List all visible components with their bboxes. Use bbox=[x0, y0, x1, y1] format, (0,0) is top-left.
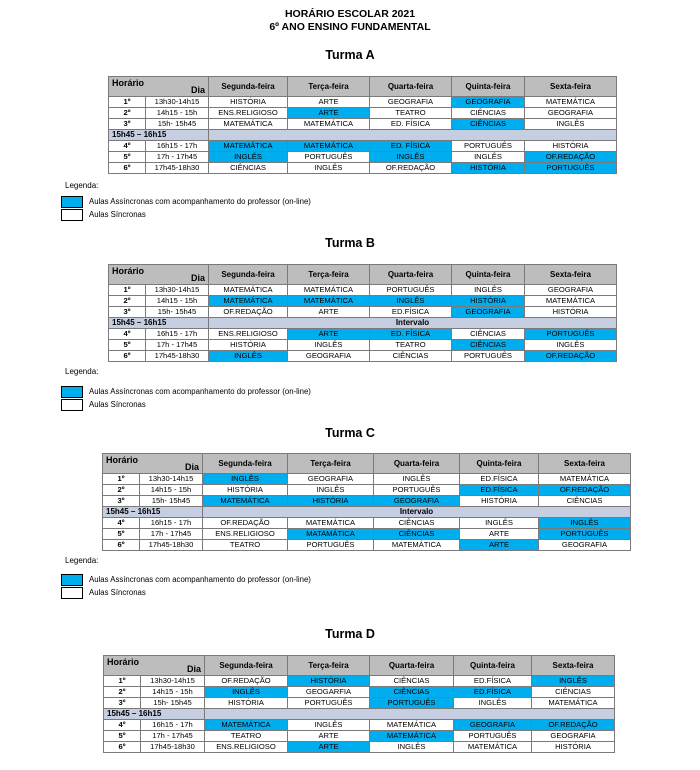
sync-class-cell: PORTUGUÊS bbox=[452, 141, 525, 152]
sync-legend-text: Aulas Síncronas bbox=[89, 400, 146, 409]
period-time: 17h45-18h30 bbox=[146, 163, 209, 174]
period-row bbox=[103, 496, 631, 507]
async-class-cell: CIÊNCIAS bbox=[370, 687, 454, 698]
async-class-cell: ARTE bbox=[288, 108, 370, 119]
period-number: 4º bbox=[109, 329, 146, 340]
sync-class-cell: ED.FÍSICA bbox=[370, 307, 452, 318]
corner-dia-label: Dia bbox=[190, 273, 205, 283]
period-time: 16h15 - 17h bbox=[146, 141, 209, 152]
turma-b-title: Turma B bbox=[325, 236, 375, 250]
async-class-cell: ED. FÍSICA bbox=[370, 329, 452, 340]
break-time: 15h45 – 16h15 bbox=[104, 709, 205, 720]
period-time: 17h45-18h30 bbox=[140, 540, 203, 551]
sync-class-cell: CIÊNCIAS bbox=[374, 518, 460, 529]
period-number: 5º bbox=[109, 152, 146, 163]
sync-class-cell: PORTUGUÊS bbox=[452, 351, 525, 362]
async-class-cell: MATEMÁTICA bbox=[288, 141, 370, 152]
day-header: Quarta-feira bbox=[374, 454, 460, 474]
period-time: 16h15 - 17h bbox=[141, 720, 205, 731]
sync-class-cell: HISTÓRIA bbox=[525, 141, 617, 152]
async-legend-text: Aulas Assíncronas com acompanhamento do professor (on-line) bbox=[89, 197, 311, 206]
period-number: 5º bbox=[109, 340, 146, 351]
async-class-cell: MATAMÁTICA bbox=[288, 529, 374, 540]
sync-class-cell: ENS.RELIGIOSO bbox=[203, 529, 288, 540]
period-time: 13h30-14h15 bbox=[140, 474, 203, 485]
period-time: 14h15 - 15h bbox=[140, 485, 203, 496]
period-time: 17h45-18h30 bbox=[146, 351, 209, 362]
sync-class-cell: ARTE bbox=[288, 731, 370, 742]
async-class-cell: PORTUGUÊS bbox=[525, 163, 617, 174]
sync-class-cell: MATEMÁTICA bbox=[532, 698, 615, 709]
period-row bbox=[109, 307, 617, 318]
async-legend-swatch bbox=[61, 386, 83, 398]
period-time: 15h- 15h45 bbox=[141, 698, 205, 709]
day-header: Terça-feira bbox=[288, 454, 374, 474]
period-row bbox=[104, 731, 615, 742]
period-time: 15h- 15h45 bbox=[146, 307, 209, 318]
sync-class-cell: MATEMÁTICA bbox=[209, 119, 288, 130]
async-class-cell: GEOGRAFIA bbox=[452, 97, 525, 108]
sync-class-cell: CIÊNCIAS bbox=[532, 687, 615, 698]
period-row bbox=[104, 676, 615, 687]
corner-dia-label: Dia bbox=[184, 462, 199, 472]
async-class-cell: GEOGRAFIA bbox=[374, 496, 460, 507]
break-row bbox=[109, 318, 617, 329]
sync-class-cell: HISTÓRIA bbox=[525, 307, 617, 318]
header-row bbox=[109, 265, 617, 285]
async-class-cell: OF.REDAÇÃO bbox=[525, 351, 617, 362]
day-header: Sexta-feira bbox=[539, 454, 631, 474]
sync-class-cell: ARTE bbox=[288, 307, 370, 318]
day-header: Quinta-feira bbox=[452, 77, 525, 97]
async-legend-text: Aulas Assíncronas com acompanhamento do professor (on-line) bbox=[89, 387, 311, 396]
period-number: 5º bbox=[104, 731, 141, 742]
sync-class-cell: PORTUGUÊS bbox=[288, 152, 370, 163]
sync-class-cell: ED. FÍSICA bbox=[370, 119, 452, 130]
corner-horario-label: Horário bbox=[107, 657, 140, 667]
period-time: 17h - 17h45 bbox=[141, 731, 205, 742]
sync-class-cell: HISTÓRIA bbox=[460, 496, 539, 507]
break-label: Intervalo bbox=[209, 318, 617, 329]
sync-class-cell: TEATRO bbox=[203, 540, 288, 551]
header-row bbox=[104, 656, 615, 676]
sync-class-cell: INGLÊS bbox=[288, 163, 370, 174]
period-number: 2º bbox=[103, 485, 140, 496]
sync-class-cell: INGLÊS bbox=[370, 742, 454, 753]
period-number: 3º bbox=[104, 698, 141, 709]
sync-class-cell: CIÊNCIAS bbox=[370, 676, 454, 687]
period-number: 4º bbox=[103, 518, 140, 529]
sync-class-cell: MATEMÁTICA bbox=[539, 474, 631, 485]
turma-a-title: Turma A bbox=[325, 48, 375, 62]
sync-class-cell: MATEMÁTICA bbox=[209, 285, 288, 296]
break-label bbox=[205, 709, 615, 720]
period-row bbox=[104, 698, 615, 709]
turma-b-schedule-table bbox=[108, 264, 617, 362]
sync-legend-swatch bbox=[61, 587, 83, 599]
sync-class-cell: TEATRO bbox=[205, 731, 288, 742]
sync-class-cell: ED.FÍSICA bbox=[454, 676, 532, 687]
day-header: Segunda-feira bbox=[205, 656, 288, 676]
turma-c-title: Turma C bbox=[325, 426, 375, 440]
sync-class-cell: HISTÓRIA bbox=[532, 742, 615, 753]
async-class-cell: OF.REDAÇÃO bbox=[525, 152, 617, 163]
sync-class-cell: OF.REDAÇÃO bbox=[205, 676, 288, 687]
sync-class-cell: GEOGRAFIA bbox=[370, 97, 452, 108]
async-legend-swatch bbox=[61, 196, 83, 208]
sync-class-cell: HISTÓRIA bbox=[203, 485, 288, 496]
period-number: 1º bbox=[104, 676, 141, 687]
async-class-cell: CIÊNCIAS bbox=[452, 119, 525, 130]
period-number: 6º bbox=[104, 742, 141, 753]
document-title: HORÁRIO ESCOLAR 2021 bbox=[284, 8, 416, 20]
period-row bbox=[104, 687, 615, 698]
sync-class-cell: CIÊNCIAS bbox=[452, 108, 525, 119]
period-row bbox=[109, 340, 617, 351]
period-number: 2º bbox=[109, 108, 146, 119]
sync-class-cell: MATEMÁTICA bbox=[288, 119, 370, 130]
period-row bbox=[103, 529, 631, 540]
async-class-cell: GEOGRAFIA bbox=[454, 720, 532, 731]
async-class-cell: INGLÊS bbox=[209, 152, 288, 163]
async-class-cell: ARTE bbox=[460, 540, 539, 551]
break-row bbox=[103, 507, 631, 518]
period-row bbox=[104, 720, 615, 731]
sync-legend-text: Aulas Síncronas bbox=[89, 210, 146, 219]
sync-class-cell: INGLÊS bbox=[288, 485, 374, 496]
async-class-cell: HISTÓRIA bbox=[288, 676, 370, 687]
corner-horario-label: Horário bbox=[112, 78, 145, 88]
sync-class-cell: INGLÊS bbox=[452, 152, 525, 163]
sync-class-cell: PORTUGUÊS bbox=[454, 731, 532, 742]
sync-class-cell: GEOGRAFIA bbox=[288, 474, 374, 485]
period-row bbox=[109, 296, 617, 307]
period-number: 3º bbox=[103, 496, 140, 507]
async-class-cell: INGLÊS bbox=[203, 474, 288, 485]
period-time: 16h15 - 17h bbox=[146, 329, 209, 340]
sync-class-cell: ENS.RELIGIOSO bbox=[209, 329, 288, 340]
sync-class-cell: INGLÊS bbox=[374, 474, 460, 485]
day-header: Terça-feira bbox=[288, 656, 370, 676]
sync-class-cell: INGLÊS bbox=[288, 720, 370, 731]
period-row bbox=[109, 141, 617, 152]
period-row bbox=[103, 474, 631, 485]
break-label bbox=[209, 130, 617, 141]
sync-class-cell: CIÊNCIAS bbox=[539, 496, 631, 507]
sync-class-cell: TEATRO bbox=[370, 108, 452, 119]
sync-class-cell: MATEMÁTICA bbox=[454, 742, 532, 753]
sync-class-cell: ENS.RELIGIOSO bbox=[205, 742, 288, 753]
period-row bbox=[109, 119, 617, 130]
sync-class-cell: TEATRO bbox=[370, 340, 452, 351]
async-class-cell: CIÊNCIAS bbox=[374, 529, 460, 540]
period-number: 1º bbox=[103, 474, 140, 485]
period-number: 3º bbox=[109, 307, 146, 318]
sync-class-cell: ARTE bbox=[288, 97, 370, 108]
turma-a-schedule-table bbox=[108, 76, 617, 174]
period-row bbox=[103, 485, 631, 496]
async-class-cell: OF.REDAÇÃO bbox=[539, 485, 631, 496]
break-label: Intervalo bbox=[203, 507, 631, 518]
async-class-cell: PORTUGUÊS bbox=[539, 529, 631, 540]
period-number: 5º bbox=[103, 529, 140, 540]
sync-class-cell: INGLÊS bbox=[460, 518, 539, 529]
period-number: 6º bbox=[109, 163, 146, 174]
day-header: Sexta-feira bbox=[532, 656, 615, 676]
period-number: 2º bbox=[104, 687, 141, 698]
corner-horario-label: Horário bbox=[112, 266, 145, 276]
period-number: 2º bbox=[109, 296, 146, 307]
turma-d-schedule-table bbox=[103, 655, 615, 753]
period-time: 17h - 17h45 bbox=[140, 529, 203, 540]
async-class-cell: ED. FÍSICA bbox=[370, 141, 452, 152]
day-header: Terça-feira bbox=[288, 265, 370, 285]
day-header: Sexta-feira bbox=[525, 265, 617, 285]
break-row bbox=[109, 130, 617, 141]
async-class-cell: INGLÊS bbox=[205, 687, 288, 698]
period-time: 15h- 15h45 bbox=[146, 119, 209, 130]
period-time: 13h30-14h15 bbox=[141, 676, 205, 687]
period-time: 17h - 17h45 bbox=[146, 152, 209, 163]
sync-class-cell: PORTUGUÊS bbox=[374, 485, 460, 496]
sync-class-cell: GEOGRAFIA bbox=[525, 285, 617, 296]
sync-class-cell: MATEMÁTICA bbox=[288, 285, 370, 296]
async-class-cell: CIÊNCIAS bbox=[452, 340, 525, 351]
sync-class-cell: INGLÊS bbox=[525, 119, 617, 130]
async-class-cell: HISTÓRIA bbox=[452, 163, 525, 174]
header-row bbox=[103, 454, 631, 474]
period-number: 3º bbox=[109, 119, 146, 130]
period-time: 13h30-14h15 bbox=[146, 285, 209, 296]
sync-class-cell: GEOGRAFIA bbox=[532, 731, 615, 742]
horario-dia-corner bbox=[109, 77, 209, 97]
period-row bbox=[109, 97, 617, 108]
async-class-cell: GEOGRAFIA bbox=[452, 307, 525, 318]
turma-b-legend-label: Legenda: bbox=[65, 367, 99, 376]
period-row bbox=[109, 351, 617, 362]
async-class-cell: MATEMÁTICA bbox=[370, 731, 454, 742]
day-header: Segunda-feira bbox=[209, 265, 288, 285]
period-number: 6º bbox=[109, 351, 146, 362]
period-row bbox=[104, 742, 615, 753]
period-row bbox=[109, 152, 617, 163]
horario-dia-corner bbox=[104, 656, 205, 676]
turma-c-legend-label: Legenda: bbox=[65, 556, 99, 565]
sync-class-cell: GEOGARFIA bbox=[288, 687, 370, 698]
corner-dia-label: Dia bbox=[186, 664, 201, 674]
period-time: 16h15 - 17h bbox=[140, 518, 203, 529]
sync-class-cell: ARTE bbox=[460, 529, 539, 540]
period-number: 4º bbox=[109, 141, 146, 152]
sync-class-cell: OF.REDAÇÃO bbox=[209, 307, 288, 318]
sync-class-cell: CIÊNCIAS bbox=[209, 163, 288, 174]
period-row bbox=[109, 329, 617, 340]
period-number: 1º bbox=[109, 285, 146, 296]
async-class-cell: INGLÊS bbox=[532, 676, 615, 687]
sync-class-cell: ED.FÍSICA bbox=[460, 474, 539, 485]
async-class-cell: HISTÓRIA bbox=[452, 296, 525, 307]
turma-d-title: Turma D bbox=[325, 627, 375, 641]
period-time: 17h45-18h30 bbox=[141, 742, 205, 753]
sync-class-cell: MATEMÁTICA bbox=[525, 97, 617, 108]
async-class-cell: INGLÊS bbox=[209, 351, 288, 362]
period-time: 17h - 17h45 bbox=[146, 340, 209, 351]
sync-class-cell: INGLÊS bbox=[452, 285, 525, 296]
async-class-cell: MATEMÁTICA bbox=[209, 141, 288, 152]
period-number: 4º bbox=[104, 720, 141, 731]
period-time: 15h- 15h45 bbox=[140, 496, 203, 507]
day-header: Quarta-feira bbox=[370, 265, 452, 285]
break-row bbox=[104, 709, 615, 720]
sync-class-cell: HISTÓRIA bbox=[209, 97, 288, 108]
period-time: 14h15 - 15h bbox=[141, 687, 205, 698]
corner-horario-label: Horário bbox=[106, 455, 139, 465]
turma-a-legend-label: Legenda: bbox=[65, 181, 99, 190]
sync-legend-swatch bbox=[61, 209, 83, 221]
period-row bbox=[109, 285, 617, 296]
document-subtitle: 6º ANO ENSINO FUNDAMENTAL bbox=[269, 21, 431, 33]
day-header: Quinta-feira bbox=[460, 454, 539, 474]
day-header: Quarta-feira bbox=[370, 77, 452, 97]
break-time: 15h45 – 16h15 bbox=[109, 130, 209, 141]
period-row bbox=[109, 108, 617, 119]
corner-dia-label: Dia bbox=[190, 85, 205, 95]
sync-class-cell: PORTUGUÊS bbox=[288, 698, 370, 709]
turma-c-schedule-table bbox=[102, 453, 631, 551]
day-header: Quinta-feira bbox=[452, 265, 525, 285]
sync-class-cell: CIÊNCIAS bbox=[452, 329, 525, 340]
period-time: 14h15 - 15h bbox=[146, 108, 209, 119]
sync-class-cell: GEOGRAFIA bbox=[288, 351, 370, 362]
day-header: Segunda-feira bbox=[209, 77, 288, 97]
header-row bbox=[109, 77, 617, 97]
sync-class-cell: MATEMÁTICA bbox=[288, 518, 374, 529]
period-number: 1º bbox=[109, 97, 146, 108]
async-class-cell: PORTUGUÊS bbox=[525, 329, 617, 340]
day-header: Segunda-feira bbox=[203, 454, 288, 474]
period-row bbox=[109, 163, 617, 174]
sync-legend-swatch bbox=[61, 399, 83, 411]
async-class-cell: HISTÓRIA bbox=[288, 496, 374, 507]
sync-class-cell: PORTUGUÊS bbox=[370, 285, 452, 296]
sync-class-cell: GEOGRAFIA bbox=[539, 540, 631, 551]
async-class-cell: ED.FÍSICA bbox=[460, 485, 539, 496]
sync-class-cell: OF.REDAÇÃO bbox=[370, 163, 452, 174]
async-class-cell: ARTE bbox=[288, 329, 370, 340]
async-class-cell: INGLÊS bbox=[539, 518, 631, 529]
async-legend-text: Aulas Assíncronas com acompanhamento do professor (on-line) bbox=[89, 575, 311, 584]
sync-class-cell: MATEMÁTICA bbox=[525, 296, 617, 307]
async-legend-swatch bbox=[61, 574, 83, 586]
period-row bbox=[103, 540, 631, 551]
sync-class-cell: ENS.RELIGIOSO bbox=[209, 108, 288, 119]
sync-class-cell: MATEMÁTICA bbox=[374, 540, 460, 551]
sync-class-cell: INGLÊS bbox=[288, 340, 370, 351]
sync-class-cell: HISTÓRIA bbox=[205, 698, 288, 709]
sync-class-cell: PORTUGUÊS bbox=[288, 540, 374, 551]
break-time: 15h45 – 16h15 bbox=[103, 507, 203, 518]
async-class-cell: MATEMÁTICA bbox=[205, 720, 288, 731]
day-header: Quarta-feira bbox=[370, 656, 454, 676]
async-class-cell: MATEMÁTICA bbox=[288, 296, 370, 307]
sync-class-cell: INGLÊS bbox=[454, 698, 532, 709]
async-class-cell: INGLÊS bbox=[370, 152, 452, 163]
day-header: Quinta-feira bbox=[454, 656, 532, 676]
day-header: Terça-feira bbox=[288, 77, 370, 97]
async-class-cell: MATEMÁTICA bbox=[209, 296, 288, 307]
sync-class-cell: HISTÓRIA bbox=[209, 340, 288, 351]
async-class-cell: MATEMÁTICA bbox=[203, 496, 288, 507]
async-class-cell: ARTE bbox=[288, 742, 370, 753]
period-time: 13h30-14h15 bbox=[146, 97, 209, 108]
day-header: Sexta-feira bbox=[525, 77, 617, 97]
period-time: 14h15 - 15h bbox=[146, 296, 209, 307]
sync-class-cell: GEOGRAFIA bbox=[525, 108, 617, 119]
async-class-cell: INGLÊS bbox=[370, 296, 452, 307]
period-number: 6º bbox=[103, 540, 140, 551]
async-class-cell: OF.REDAÇÃO bbox=[532, 720, 615, 731]
async-class-cell: ED.FÍSICA bbox=[454, 687, 532, 698]
sync-class-cell: MATEMÁTICA bbox=[370, 720, 454, 731]
sync-class-cell: CIÊNCIAS bbox=[370, 351, 452, 362]
break-time: 15h45 – 16h15 bbox=[109, 318, 209, 329]
sync-class-cell: OF.REDAÇÃO bbox=[203, 518, 288, 529]
horario-dia-corner bbox=[103, 454, 203, 474]
sync-legend-text: Aulas Síncronas bbox=[89, 588, 146, 597]
async-class-cell: PORTUGUÊS bbox=[370, 698, 454, 709]
sync-class-cell: INGLÊS bbox=[525, 340, 617, 351]
horario-dia-corner bbox=[109, 265, 209, 285]
period-row bbox=[103, 518, 631, 529]
